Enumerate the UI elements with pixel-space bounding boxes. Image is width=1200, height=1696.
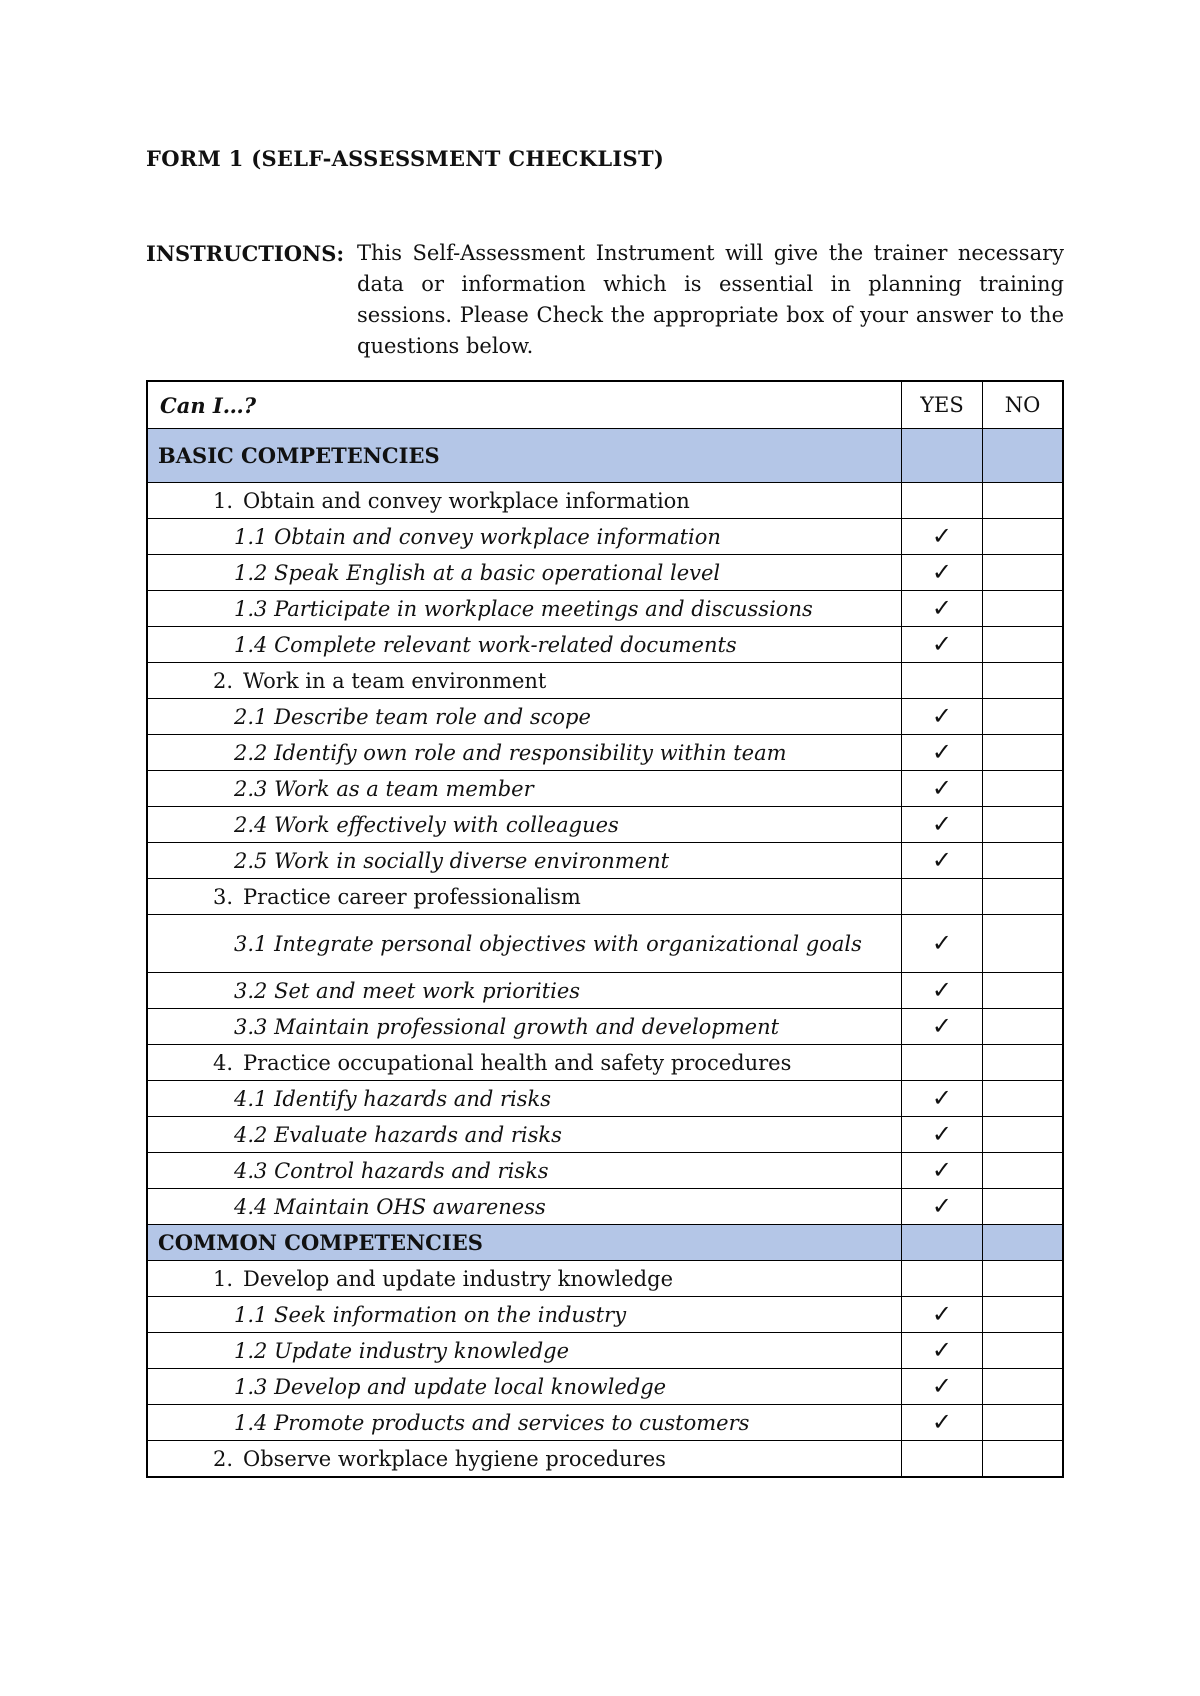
sub-competency-row xyxy=(147,627,1063,663)
no-checkbox-cell[interactable] xyxy=(982,1045,1063,1081)
no-checkbox-cell[interactable] xyxy=(982,555,1063,591)
no-checkbox-cell[interactable] xyxy=(982,735,1063,771)
form-title: FORM 1 (SELF-ASSESSMENT CHECKLIST) xyxy=(146,146,665,171)
check-icon: ✓ xyxy=(931,1084,953,1112)
section-header-row xyxy=(147,429,1063,483)
yes-checkbox-cell[interactable] xyxy=(901,1369,982,1405)
yes-checkbox-cell[interactable] xyxy=(901,519,982,555)
yes-checkbox-cell[interactable] xyxy=(901,1081,982,1117)
competency-row xyxy=(147,879,1063,915)
item-number: 1. xyxy=(212,488,233,513)
no-checkbox-cell[interactable] xyxy=(982,591,1063,627)
check-icon: ✓ xyxy=(931,1120,953,1148)
question-cell: 2.5 Work in socially diverse environment xyxy=(147,843,901,879)
yes-checkbox-cell[interactable] xyxy=(901,1405,982,1441)
check-icon: ✓ xyxy=(931,1372,953,1400)
competency-row xyxy=(147,483,1063,519)
item-label: Develop and update industry knowledge xyxy=(243,1266,673,1291)
item-label: Work in a team environment xyxy=(243,668,547,693)
question-cell: 4.2 Evaluate hazards and risks xyxy=(147,1117,901,1153)
question-cell: COMMON COMPETENCIES xyxy=(147,1225,901,1261)
check-icon: ✓ xyxy=(931,1156,953,1184)
check-icon: ✓ xyxy=(931,1300,953,1328)
question-cell: 3.1 Integrate personal objectives with organizational goals xyxy=(147,915,901,973)
item-number: 4. xyxy=(212,1050,233,1075)
check-icon: ✓ xyxy=(931,774,953,802)
no-checkbox-cell[interactable] xyxy=(982,1405,1063,1441)
instructions-label: INSTRUCTIONS: xyxy=(146,241,345,266)
yes-checkbox-cell[interactable] xyxy=(901,1261,982,1297)
no-checkbox-cell[interactable] xyxy=(982,879,1063,915)
yes-checkbox-cell[interactable] xyxy=(901,1045,982,1081)
item-label: Practice occupational health and safety procedures xyxy=(243,1050,792,1075)
item-number: 1. xyxy=(212,1266,233,1291)
sub-competency-row xyxy=(147,519,1063,555)
sub-competency-row xyxy=(147,1405,1063,1441)
check-icon: ✓ xyxy=(931,522,953,550)
no-checkbox-cell[interactable] xyxy=(982,1117,1063,1153)
question-cell: 2.2 Identify own role and responsibility within team xyxy=(147,735,901,771)
no-checkbox-cell[interactable] xyxy=(982,915,1063,973)
no-checkbox-cell[interactable] xyxy=(982,627,1063,663)
no-checkbox-cell[interactable] xyxy=(982,843,1063,879)
question-cell: 1.4 Promote products and services to customers xyxy=(147,1405,901,1441)
question-cell: 1.3 Participate in workplace meetings and discussions xyxy=(147,591,901,627)
check-icon: ✓ xyxy=(931,928,953,957)
no-checkbox-cell[interactable] xyxy=(982,771,1063,807)
no-checkbox-cell[interactable] xyxy=(982,1333,1063,1369)
yes-checkbox-cell[interactable] xyxy=(901,591,982,627)
question-cell: 2.1 Describe team role and scope xyxy=(147,699,901,735)
question-cell xyxy=(147,879,901,915)
instructions-text: This Self-Assessment Instrument will give the trainer necessary data or information which is essential in planning training sessions. Please Check the appropriate box of your answer to the questions below. xyxy=(357,241,1064,358)
question-cell: 4.4 Maintain OHS awareness xyxy=(147,1189,901,1225)
yes-checkbox-cell[interactable] xyxy=(901,771,982,807)
sub-competency-row xyxy=(147,1153,1063,1189)
check-icon: ✓ xyxy=(931,702,953,730)
sub-competency-row xyxy=(147,591,1063,627)
no-checkbox-cell[interactable] xyxy=(982,1153,1063,1189)
yes-checkbox-cell[interactable] xyxy=(901,1009,982,1045)
question-cell: 1.1 Obtain and convey workplace information xyxy=(147,519,901,555)
yes-checkbox-cell[interactable] xyxy=(901,735,982,771)
yes-checkbox-cell[interactable] xyxy=(901,1153,982,1189)
table-header-row xyxy=(147,381,1063,429)
check-icon: ✓ xyxy=(931,594,953,622)
yes-checkbox-cell[interactable] xyxy=(901,555,982,591)
no-checkbox-cell[interactable] xyxy=(982,1261,1063,1297)
yes-checkbox-cell[interactable] xyxy=(901,807,982,843)
question-cell: 2.3 Work as a team member xyxy=(147,771,901,807)
sub-competency-row xyxy=(147,555,1063,591)
no-checkbox-cell[interactable] xyxy=(982,807,1063,843)
no-checkbox-cell[interactable] xyxy=(982,1189,1063,1225)
no-checkbox-cell[interactable] xyxy=(982,1081,1063,1117)
yes-checkbox-cell[interactable] xyxy=(901,1117,982,1153)
sub-competency-row xyxy=(147,1189,1063,1225)
question-cell: BASIC COMPETENCIES xyxy=(147,429,901,483)
question-cell xyxy=(147,1045,901,1081)
competency-row xyxy=(147,1045,1063,1081)
header-question-cell: Can I…? xyxy=(147,381,901,429)
check-icon: ✓ xyxy=(931,1408,953,1436)
check-icon: ✓ xyxy=(931,738,953,766)
check-icon: ✓ xyxy=(931,846,953,874)
self-assessment-table xyxy=(146,380,1064,1478)
question-cell: 1.4 Complete relevant work-related documents xyxy=(147,627,901,663)
question-cell: 4.1 Identify hazards and risks xyxy=(147,1081,901,1117)
sub-competency-row xyxy=(147,771,1063,807)
no-checkbox-cell[interactable] xyxy=(982,1441,1063,1478)
question-cell xyxy=(147,1441,901,1478)
no-checkbox-cell xyxy=(982,1225,1063,1261)
question-cell: 1.2 Update industry knowledge xyxy=(147,1333,901,1369)
header-no-cell: NO xyxy=(982,381,1063,429)
sub-competency-row xyxy=(147,1369,1063,1405)
no-checkbox-cell xyxy=(982,429,1063,483)
competency-row xyxy=(147,663,1063,699)
item-number: 2. xyxy=(212,668,233,693)
yes-checkbox-cell[interactable] xyxy=(901,1333,982,1369)
question-cell xyxy=(147,483,901,519)
sub-competency-row xyxy=(147,699,1063,735)
check-icon: ✓ xyxy=(931,1012,953,1040)
check-icon: ✓ xyxy=(931,558,953,586)
yes-checkbox-cell[interactable] xyxy=(901,627,982,663)
section-header-row xyxy=(147,1225,1063,1261)
yes-checkbox-cell[interactable] xyxy=(901,1189,982,1225)
question-cell xyxy=(147,663,901,699)
yes-checkbox-cell[interactable] xyxy=(901,1441,982,1478)
competency-row xyxy=(147,1441,1063,1478)
sub-competency-row xyxy=(147,735,1063,771)
yes-checkbox-cell[interactable] xyxy=(901,483,982,519)
sub-competency-row xyxy=(147,1081,1063,1117)
sub-competency-row xyxy=(147,1297,1063,1333)
no-checkbox-cell[interactable] xyxy=(982,973,1063,1009)
yes-checkbox-cell xyxy=(901,1225,982,1261)
competency-row xyxy=(147,1261,1063,1297)
yes-checkbox-cell[interactable] xyxy=(901,973,982,1009)
yes-checkbox-cell[interactable] xyxy=(901,1297,982,1333)
question-cell: 1.2 Speak English at a basic operational level xyxy=(147,555,901,591)
sub-competency-row xyxy=(147,843,1063,879)
question-cell: 1.3 Develop and update local knowledge xyxy=(147,1369,901,1405)
question-cell xyxy=(147,1261,901,1297)
yes-checkbox-cell[interactable] xyxy=(901,663,982,699)
item-label: Practice career professionalism xyxy=(243,884,581,909)
check-icon: ✓ xyxy=(931,810,953,838)
question-cell: 3.3 Maintain professional growth and development xyxy=(147,1009,901,1045)
check-icon: ✓ xyxy=(931,630,953,658)
check-icon: ✓ xyxy=(931,1192,953,1220)
item-label: Obtain and convey workplace information xyxy=(243,488,690,513)
sub-competency-row xyxy=(147,973,1063,1009)
question-cell: 3.2 Set and meet work priorities xyxy=(147,973,901,1009)
item-number: 2. xyxy=(212,1446,233,1471)
question-cell: 4.3 Control hazards and risks xyxy=(147,1153,901,1189)
yes-checkbox-cell[interactable] xyxy=(901,915,982,973)
no-checkbox-cell[interactable] xyxy=(982,1297,1063,1333)
sub-competency-row xyxy=(147,807,1063,843)
header-yes-cell: YES xyxy=(901,381,982,429)
yes-checkbox-cell[interactable] xyxy=(901,843,982,879)
question-cell: 2.4 Work effectively with colleagues xyxy=(147,807,901,843)
item-number: 3. xyxy=(212,884,233,909)
sub-competency-row xyxy=(147,1009,1063,1045)
sub-competency-row xyxy=(147,915,1063,973)
yes-checkbox-cell[interactable] xyxy=(901,879,982,915)
no-checkbox-cell[interactable] xyxy=(982,519,1063,555)
check-icon: ✓ xyxy=(931,976,953,1004)
item-label: Observe workplace hygiene procedures xyxy=(243,1446,666,1471)
no-checkbox-cell[interactable] xyxy=(982,1009,1063,1045)
sub-competency-row xyxy=(147,1333,1063,1369)
yes-checkbox-cell xyxy=(901,429,982,483)
no-checkbox-cell[interactable] xyxy=(982,1369,1063,1405)
no-checkbox-cell[interactable] xyxy=(982,483,1063,519)
instructions-block xyxy=(146,238,1064,362)
no-checkbox-cell[interactable] xyxy=(982,663,1063,699)
yes-checkbox-cell[interactable] xyxy=(901,699,982,735)
sub-competency-row xyxy=(147,1117,1063,1153)
no-checkbox-cell[interactable] xyxy=(982,699,1063,735)
question-cell: 1.1 Seek information on the industry xyxy=(147,1297,901,1333)
check-icon: ✓ xyxy=(931,1336,953,1364)
